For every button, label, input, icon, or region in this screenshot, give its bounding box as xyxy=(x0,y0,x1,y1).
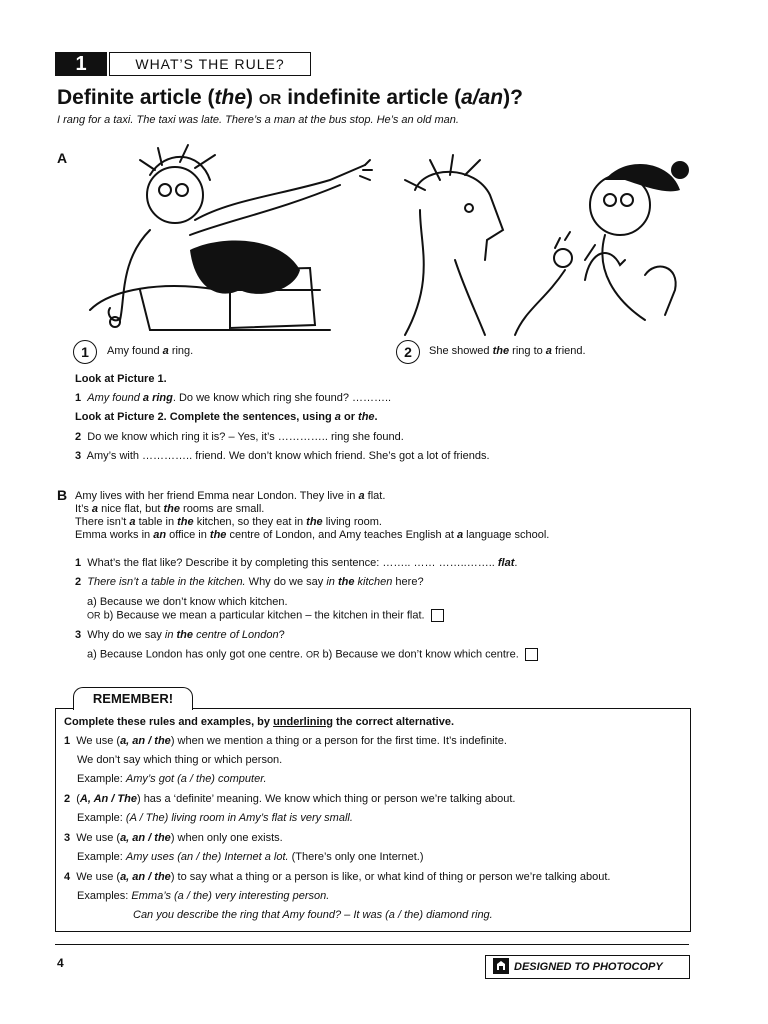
rule-3: 3 We use (a, an / the) when only one exists. xyxy=(64,832,283,844)
picture-1-illustration xyxy=(80,140,380,340)
q3-answer-checkbox[interactable] xyxy=(525,648,538,661)
section-label: WHAT’S THE RULE? xyxy=(109,52,311,76)
look-at-picture-1: Look at Picture 1. xyxy=(75,373,167,385)
footer-divider xyxy=(55,944,689,945)
section-b-q2-option-a: a) Because we don’t know which kitchen. xyxy=(87,596,288,608)
picture-1-caption: Amy found a ring. xyxy=(107,345,194,357)
rule-4-example-1: Examples: Emma’s (a / the) very interesting person. xyxy=(77,890,330,902)
picture-2-number: 2 xyxy=(396,340,420,364)
look-at-picture-2: Look at Picture 2. Complete the sentences, using a or the. xyxy=(75,411,378,423)
section-b-question-2: 2 There isn’t a table in the kitchen. Why do we say in the kitchen here? xyxy=(75,576,424,588)
rule-2-example: Example: (A / The) living room in Amy’s flat is very small. xyxy=(77,812,353,824)
remember-tab: REMEMBER! xyxy=(73,687,193,710)
section-b-question-1: 1 What’s the flat like? Describe it by completing this sentence: …….. …… ……..…….. flat. xyxy=(75,557,518,569)
page-title: Definite article (the) OR indefinite article (a/an)? xyxy=(57,86,523,109)
picture-1-number: 1 xyxy=(73,340,97,364)
unit-number: 1 xyxy=(55,52,107,76)
section-b-line-4: Emma works in an office in the centre of London, and Amy teaches English at a language school. xyxy=(75,529,550,541)
photocopy-badge: DESIGNED TO PHOTOCOPY xyxy=(485,955,690,979)
section-a-letter: A xyxy=(57,150,68,166)
rule-1-example: Example: Amy’s got (a / the) computer. xyxy=(77,773,267,785)
rule-4-example-2: Can you describe the ring that Amy found? – It was (a / the) diamond ring. xyxy=(133,909,493,921)
section-b-line-2: It’s a nice flat, but the rooms are small. xyxy=(75,503,265,515)
section-a-question-2: 2 Do we know which ring it is? – Yes, it’s ………….. ring she found. xyxy=(75,431,404,443)
section-a-question-3: 3 Amy’s with ………….. friend. We don’t know which friend. She’s got a lot of friends. xyxy=(75,450,490,462)
q2-answer-checkbox[interactable] xyxy=(431,609,444,622)
picture-2-illustration xyxy=(395,150,695,340)
remember-instruction: Complete these rules and examples, by underlining the correct alternative. xyxy=(64,716,455,728)
page-number: 4 xyxy=(57,956,64,970)
section-b-q2-option-b: OR b) Because we mean a particular kitchen – the kitchen in their flat. xyxy=(87,609,444,622)
rule-4: 4 We use (a, an / the) to say what a thing or a person is like, or what kind of thing or person we’re talking about. xyxy=(64,871,611,883)
page-subtitle: I rang for a taxi. The taxi was late. There’s a man at the bus stop. He’s an old man. xyxy=(57,114,459,126)
rule-1-line-2: We don’t say which thing or which person. xyxy=(77,754,283,766)
section-b-letter: B xyxy=(57,487,68,503)
photocopier-icon xyxy=(492,957,510,975)
picture-2-caption: She showed the ring to a friend. xyxy=(429,345,586,357)
rule-1: 1 We use (a, an / the) when we mention a thing or a person for the first time. It’s indefinite. xyxy=(64,735,507,747)
section-b-q3-options: a) Because London has only got one centre. OR b) Because we don’t know which centre. xyxy=(87,648,538,661)
section-b-question-3: 3 Why do we say in the centre of London? xyxy=(75,629,285,641)
section-a-question-1: 1 Amy found a ring. Do we know which ring she found? ……….. xyxy=(75,392,392,404)
rule-2: 2 (A, An / The) has a ‘definite’ meaning. We know which thing or person we’re talking about. xyxy=(64,793,516,805)
rule-3-example: Example: Amy uses (an / the) Internet a lot. (There’s only one Internet.) xyxy=(77,851,424,863)
section-b-line-3: There isn’t a table in the kitchen, so they eat in the living room. xyxy=(75,516,382,528)
section-b-line-1: Amy lives with her friend Emma near London. They live in a flat. xyxy=(75,490,386,502)
